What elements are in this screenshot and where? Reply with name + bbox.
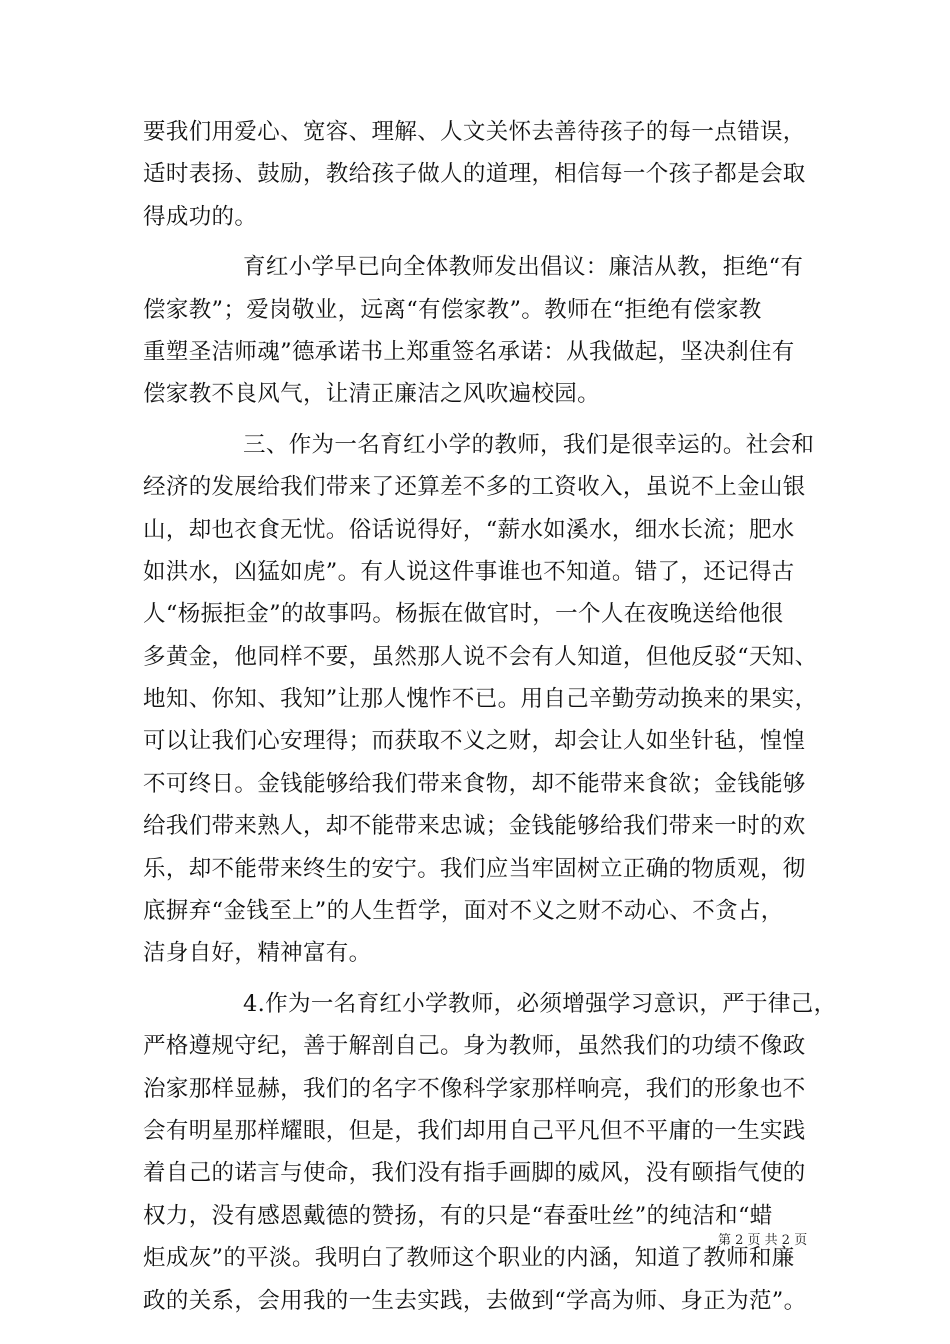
text-line: 权力，没有感恩戴德的赞扬，有的只是“春蚕吐丝”的纯洁和“蜡 bbox=[143, 1202, 773, 1229]
page-number-footer: 第 2 页 共 2 页 bbox=[718, 1233, 808, 1248]
text-line: 着自己的诺言与使命，我们没有指手画脚的威风，没有颐指气使的 bbox=[143, 1160, 806, 1187]
text-line: 偿家教不良风气，让清正廉洁之风吹遍校园。 bbox=[143, 381, 601, 408]
text-line: 如洪水，凶猛如虎”。有人说这件事谁也不知道。错了，还记得古 bbox=[143, 558, 795, 585]
text-line: 经济的发展给我们带来了还算差不多的工资收入，虽说不上金山银 bbox=[143, 474, 806, 501]
text-line: 得成功的。 bbox=[143, 203, 258, 230]
text-line: 洁身自好，精神富有。 bbox=[143, 940, 372, 967]
body-text bbox=[143, 111, 837, 1322]
paragraph-first-line: 育红小学早已向全体教师发出倡议：廉洁从教，拒绝“有 bbox=[243, 254, 804, 281]
paragraph-first-line: 三、作为一名育红小学的教师，我们是很幸运的。社会和 bbox=[243, 431, 815, 458]
text-line: 给我们带来熟人，却不能带来忠诚；金钱能够给我们带来一时的欢 bbox=[143, 813, 806, 840]
text-line: 乐，却不能带来终生的安宁。我们应当牢固树立正确的物质观，彻 bbox=[143, 855, 806, 882]
text-line: 不可终日。金钱能够给我们带来食物，却不能带来食欲；金钱能够 bbox=[143, 770, 806, 797]
text-line: 政的关系，会用我的一生去实践，去做到“学高为师、身正为范”。 bbox=[143, 1287, 807, 1314]
text-line: 山，却也衣食无忧。俗话说得好，“薪水如溪水，细水长流；肥水 bbox=[143, 516, 795, 543]
text-line: 炬成灰”的平淡。我明白了教师这个职业的内涵，知道了教师和廉 bbox=[143, 1245, 795, 1272]
text-line: 会有明星那样耀眼，但是，我们却用自己平凡但不平庸的一生实践 bbox=[143, 1117, 806, 1144]
text-line: 人“杨振拒金”的故事吗。杨振在做官时，一个人在夜晚送给他很 bbox=[143, 601, 784, 628]
text-line: 多黄金，他同样不要，虽然那人说不会有人知道，但他反驳“天知、 bbox=[143, 643, 818, 670]
text-line: 要我们用爱心、宽容、理解、人文关怀去善待孩子的每一点错误， bbox=[143, 119, 806, 145]
text-line: 可以让我们心安理得；而获取不义之财，却会让人如坐针毡，惶惶 bbox=[143, 728, 806, 755]
text-line: 底摒弃“金钱至上”的人生哲学，面对不义之财不动心、不贪占， bbox=[143, 898, 784, 925]
text-line: 治家那样显赫，我们的名字不像科学家那样响亮，我们的形象也不 bbox=[143, 1075, 806, 1102]
text-line: 适时表扬、鼓励，教给孩子做人的道理，相信每一个孩子都是会取 bbox=[143, 161, 806, 188]
text-line: 严格遵规守纪，善于解剖自己。身为教师，虽然我们的功绩不像政 bbox=[143, 1033, 806, 1060]
text-line: 重塑圣洁师魂”德承诺书上郑重签名承诺：从我做起，坚决刹住有 bbox=[143, 338, 795, 365]
text-line: 偿家教”；爱岗敬业，远离“有偿家教”。教师在“拒绝有偿家教 bbox=[143, 296, 762, 323]
text-line: 地知、你知、我知”让那人愧怍不已。用自己辛勤劳动换来的果实， bbox=[143, 686, 818, 713]
paragraph-first-line: 4.作为一名育红小学教师，必须增强学习意识，严于律己， bbox=[243, 990, 837, 1017]
